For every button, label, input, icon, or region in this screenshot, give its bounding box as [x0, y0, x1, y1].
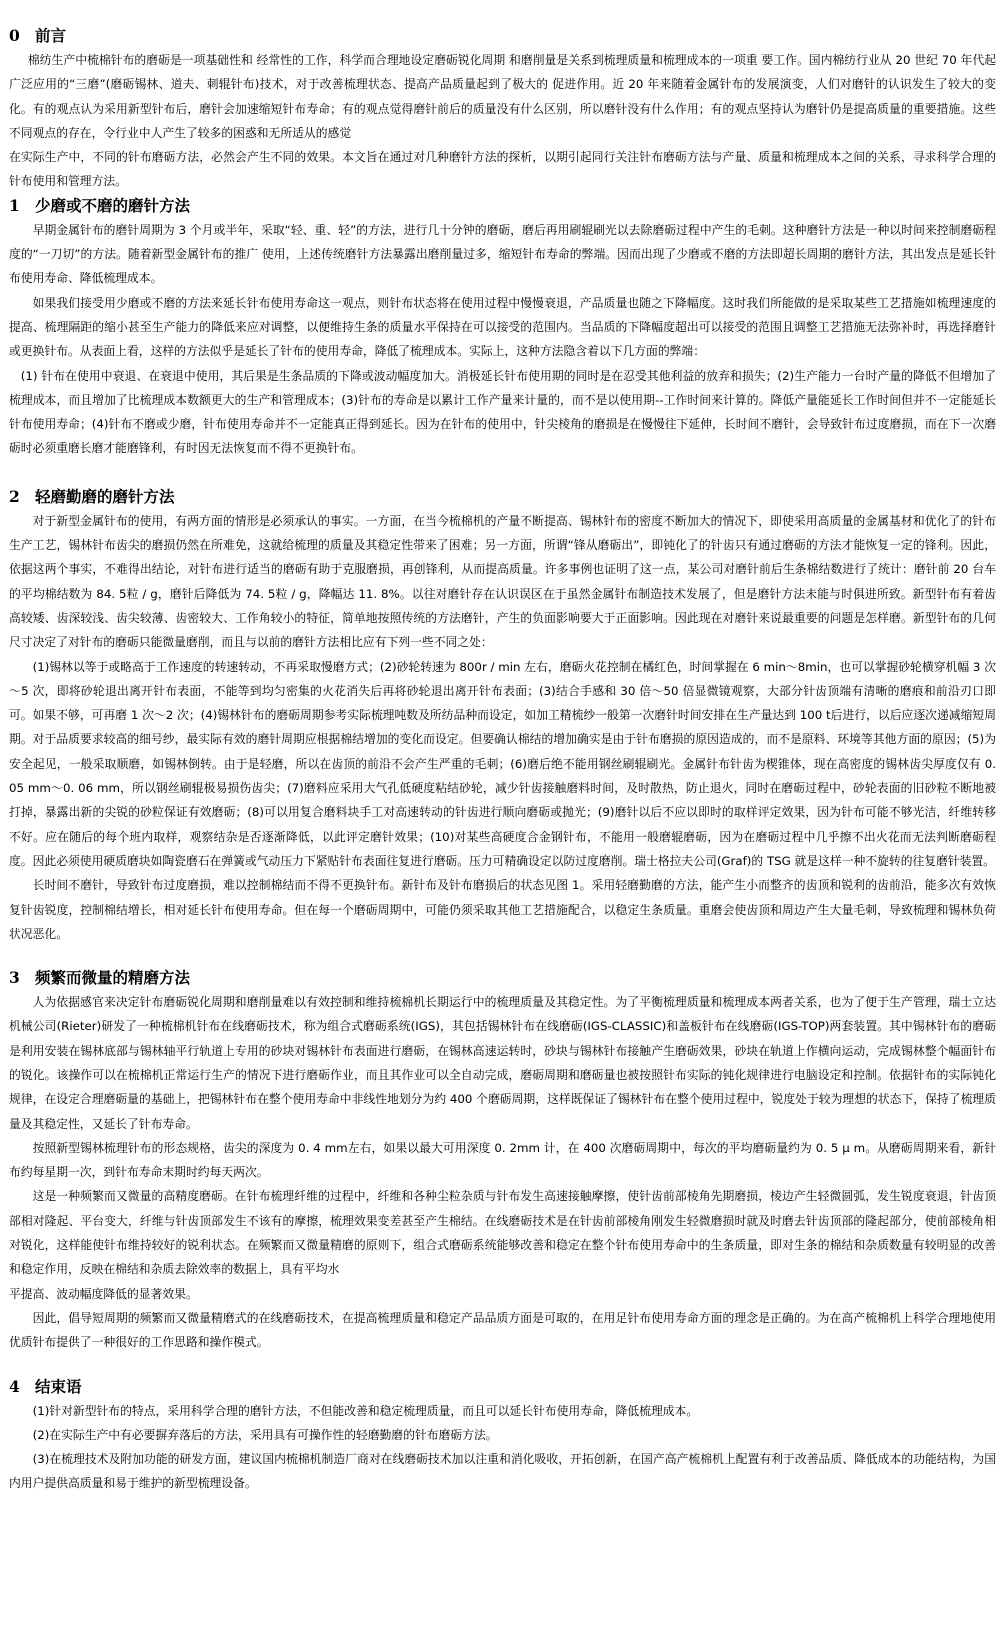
section-title: 结束语 — [35, 1376, 82, 1396]
paragraph: 因此，倡导短周期的频繁而又微量精磨式的在线磨砺技术，在提高梳理质量和稳定产品品质方面是可取的，在用足针布使用寿命方面的理念是正确的。为在高产梳棉机上科学合理地使用优质针布提供了一种很好的工作思路和操作模式。 — [9, 1310, 996, 1350]
paragraph: 人为依据感官来决定针布磨砺锐化周期和磨削量难以有效控制和维持梳棉机长期运行中的梳理质量及其稳定性。为了平衡梳理质量和梳理成本两者关系，也为了便于生产管理，瑞士立达机械公司(Rieter)研发了一种梳棉机针布在线磨砺技术，称为组合式磨砺系统(IGS)，其包括锡林针布在线磨砺(IGS-CLASSIC)和盖板针布在线磨砺(IGS-TOP)两套装置。其中锡林针布的磨砺是利用安装在锡林底部与锡林轴平行轨道上专用的砂块对锡林针布表面进行磨砺，在锡林高速运转时，砂块与锡林针布接触产生磨砺效果，砂块在轨道上作横向运动，完成锡林整个幅面针布的锐化。该操作可以在梳棉机正常运行生产的情况下进行磨砺作业，而且其作业可以全自动完成，磨砺周期和磨砺量也被按照针布实际的钝化规律进行电脑设定和控制。依据针布的实际钝化规律，在设定合理磨砺量的基础上，把锡林针布在整个使用寿命中非线性地划分为约 400 个磨砺周期，这样既保证了锡林针布在整个使用过程中，锐度处于较为理想的状态下，保持了梳理质量及其稳定性，又延长了针布寿命。 — [9, 995, 996, 1131]
paragraph: 这是一种频繁而又微量的高精度磨砺。在针布梳理纤维的过程中，纤维和各种尘粒杂质与针布发生高速接触摩擦，使针齿前部棱角先期磨损，棱边产生轻微圆弧，发生锐度衰退，针齿顶部相对隆起、平台变大，纤维与针齿顶部发生不该有的摩擦，梳理效果变差甚至产生棉结。在线磨砺技术是在针齿前部棱角刚发生轻微磨损时就及时磨去针齿顶部的隆起部分，使前部棱角相对锐化，这样能使针布维持较好的锐利状态。在频繁而又微量精磨的原则下，组合式磨砺系统能够改善和稳定在整个针布使用寿命中的生条质量，即对生条的棉结和杂质数量有较明显的改善和稳定作用，反映在棉结和杂质去除效率的数据上，具有平均水 — [9, 1189, 996, 1277]
paragraph: (1)锡林以等于或略高于工作速度的转速转动，不再采取慢磨方式；(2)砂轮转速为 800r / min 左右，磨砺火花控制在橘红色，时间掌握在 6 min～8min，也可以掌握砂轮横穿机幅 3 次～5 次，即将砂轮退出离开针布表面，不能等到均匀密集的火花消失后再将砂轮退出离开针布表面；(3)结合手感和 30 倍～50 倍显微镜观察，大部分针齿顶端有清晰的磨痕和前沿刃口即可。如果不够，可再磨 1 次～2 次；(4)锡林针布的磨砺周期参考实际梳理吨数及所纺品种而设定，如加工精梳纱一般第一次磨针时间安排在生产量达到 100 t后进行，以后应逐次递减缩短周期。对于品质要求较高的细号纱，最实际有效的磨针周期应根据棉结增加的变化而设定。但要确认棉结的增加确实是由于针布磨损的原因造成的，而不是原料、环境等其他方面的原因；(5)为安全起见，一般采取顺磨，如锡林倒转。由于是轻磨，所以在齿顶的前沿不会产生严重的毛刺；(6)磨后绝不能用钢丝刷辊刷光。金属针布针齿为楔锥体，现在高密度的锡林齿尖厚度仅有 0. 05 mm～0. 06 mm，所以钢丝刷辊极易损伤齿尖；(7)磨料应采用大气孔低硬度粘结砂轮，减少针齿接触磨料时间，及时散热，防止退火，同时在磨砺过程中，砂轮表面的旧砂粒不断地被打掉，暴露出新的尖锐的砂粒保证有效磨砺；(8)可以用复合磨料块手工对高速转动的针齿进行顺向磨砺或抛光；(9)磨针以后不应以即时的取样评定效果，因为针布可能不够光洁，纤维转移不好。应在随后的每个班内取样，观察结杂是否逐渐降低，以此评定磨针效果；(10)对某些高硬度合金钢针布，不能用一般磨辊磨砺，因为在磨砺过程中几乎擦不出火花而无法判断磨砺程度。因此必须使用硬质磨块如陶瓷磨石在弹簧或气动压力下紧贴针布表面往复进行磨砺。压力可精确设定以防过度磨削。瑞士格拉夫公司(Graf)的 TSG 就是这样一种不旋转的往复磨针装置。 — [9, 659, 996, 868]
paragraph: 按照新型锡林梳理针布的形态规格，齿尖的深度为 0. 4 mm左右，如果以最大可用深度 0. 2mm 计，在 400 次磨砺周期中，每次的平均磨砺量约为 0. 5 μ m。从磨砺周期来看，新针布约每星期一次，到针布寿命末期时约每天两次。 — [9, 1140, 996, 1180]
paragraph: 棉纺生产中梳棉针布的磨砺是一项基础性和 经常性的工作，科学而合理地设定磨砺锐化周期 和磨削量是关系到梳理质量和梳理成本的一项重 要工作。国内棉纺行业从 20 世纪 70 年代起广泛应用的“三磨”(磨砺锡林、道夫、刺辊针布)技术，对于改善梳理状态、提高产品质量起到了极大的 促进作用。近 20 年来随着金属针布的发展演变，人们对磨针的认识发生了较大的变化。有的观点认为采用新型针布后，磨针会加速缩短针布寿命；有的观点觉得磨针前后的质量没有什么区别，所以磨针没有什么作用；有的观点坚持认为磨针仍是提高质量的重要措施。这些不同观点的存在，令行业中人产生了较多的困惑和无所适从的感觉 — [9, 53, 996, 140]
section-heading — [9, 485, 996, 509]
list-item: (2)在实际生产中有必要摒弃落后的方法，采用具有可操作性的轻磨勤磨的针布磨砺方法。 — [32, 1427, 498, 1442]
section-title: 前言 — [35, 26, 67, 45]
paragraph: 长时间不磨针，导致针布过度磨损，难以控制棉结而不得不更换针布。新针布及针布磨损后的状态见图 1。采用轻磨勤磨的方法，能产生小而整齐的齿顶和锐利的齿前沿，能多次有效恢复针齿锐度，控制棉结增长，相对延长针布使用寿命。但在每一个磨砺周期中，可能仍须采取其他工艺措施配合，以稳定生条质量。重磨会使齿顶和周边产生大量毛刺，导致梳理和锡林负荷状况恶化。 — [9, 878, 996, 941]
section-number: 4 — [9, 1376, 20, 1396]
paragraph: 在实际生产中，不同的针布磨砺方法，必然会产生不同的效果。本文旨在通过对几种磨针方法的探析，以期引起同行关注针布磨砺方法与产量、质量和梳理成本之间的关系，寻求科学合理的针布使用和管理方法。 — [9, 150, 996, 189]
section-heading — [9, 194, 996, 218]
section-title: 频繁而微量的精磨方法 — [35, 968, 191, 988]
section-number: 1 — [9, 195, 20, 215]
spacer — [9, 1355, 996, 1375]
paragraph: 对于新型金属针布的使用，有两方面的情形是必须承认的事实。一方面，在当今梳棉机的产量不断提高、锡林针布的密度不断加大的情况下，即使采用高质量的金属基材和优化了的针布生产工艺，锡林针布齿尖的磨损仍然在所难免，这就给梳理的质量及其稳定性带来了困难；另一方面，所谓“锋从磨砺出”，即钝化了的针齿只有通过磨砺的方法才能恢复一定的锋利。因此，依据这两个事实，不难得出结论，对针布进行适当的磨砺有助于克服磨损，再创锋利，从而提高质量。许多事例也证明了这一点，某公司对磨针前后生条棉结数进行了统计：磨针前 20 台车的平均棉结数为 84. 5粒 / g，磨针后降低为 74. 5粒 / g，降幅达 11. 8%。以往对磨针存在认识误区在于虽然金属针布制造技术发展了，但是磨针方法未能与时俱进所致。新型针布有着齿高较矮、齿深较浅、齿尖较薄、齿密较大、工作角较小的特征，简单地按照传统的方法磨针，产生的负面影响要大于正面影响。因此现在对磨针来说最重要的问题是怎样磨。新型针布的几何尺寸决定了对针布的磨砺只能微量磨削，而且与以前的磨针方法相比应有下列一些不同之处： — [9, 513, 996, 650]
section-title: 轻磨勤磨的磨针方法 — [35, 486, 175, 506]
section-number: 3 — [9, 968, 20, 988]
list-item: (3)在梳理技术及附加功能的研发方面，建议国内梳棉机制造厂商对在线磨砺技术加以注重和消化吸收，开拓创新，在国产高产梳棉机上配置有利于改善品质、降低成本的功能结构，为国内用户提供高质量和易于维护的新型梳理设备。 — [9, 1452, 996, 1491]
paragraph: (1) 针布在使用中衰退、在衰退中使用，其后果是生条品质的下降或波动幅度加大。消极延长针布使用期的同时是在忍受其他利益的放弃和损失；(2)生产能力一台时产量的降低不但增加了梳理成本，而且增加了比梳理成本数额更大的生产和管理成本；(3)针布的寿命是以累计工作产量来计量的，而不是以使用期--工作时间来计算的。降低产量能延长工作时间但并不一定能延长针布使用寿命；(4)针布不磨或少磨，针布使用寿命并不一定能真正得到延长。因为在针布的使用中，针尖棱角的磨损是在慢慢往下延伸，长时间不磨针，会导致针布过度磨损，而在下一次磨砺时必须重磨长磨才能磨锋利，有时因无法恢复而不得不更换针布。 — [9, 368, 996, 456]
spacer — [9, 461, 996, 485]
paragraph: 早期金属针布的磨针周期为 3 个月或半年，采取“轻、重、轻”的方法，进行几十分钟的磨砺，磨后再用刷辊刷光以去除磨砺过程中产生的毛刺。这种磨针方法是一种以时间来控制磨砺程度的“一刀切”的方法。随着新型金属针布的推广 使用，上述传统磨针方法暴露出磨削量过多，缩短针布寿命的弊端。因而出现了少磨或不磨的方法即超长周期的磨针方法，其出发点是延长针布使用寿命、降低梳理成本。 — [9, 222, 996, 286]
section-heading — [9, 966, 996, 990]
spacer — [9, 946, 996, 966]
paragraph: 如果我们接受用少磨或不磨的方法来延长针布使用寿命这一观点，则针布状态将在使用过程中慢慢衰退，产品质量也随之下降幅度。这时我们所能做的是采取某些工艺措施如梳理速度的提高、梳理隔距的缩小甚至生产能力的降低来应对调整，以便维持生条的质量水平保持在可以接受的范围内。当品质的下降幅度超出可以接受的范围且调整工艺措施无法弥补时，再选择磨针或更换针布。从表面上看，这样的方法似乎是延长了针布的使用寿命，降低了梳理成本。实际上，这种方法隐含着以下几方面的弊端： — [9, 295, 996, 359]
section-number: 2 — [9, 486, 20, 506]
section-heading — [9, 24, 996, 48]
section-title: 少磨或不磨的磨针方法 — [35, 195, 191, 215]
list-item: (1)针对新型针布的特点，采用科学合理的磨针方法，不但能改善和稳定梳理质量，而且可以延长针布使用寿命，降低梳理成本。 — [32, 1403, 699, 1418]
paragraph: 平提高、波动幅度降低的显著效果。 — [9, 1286, 198, 1301]
section-number: 0 — [9, 26, 20, 45]
section-heading — [9, 1375, 996, 1399]
